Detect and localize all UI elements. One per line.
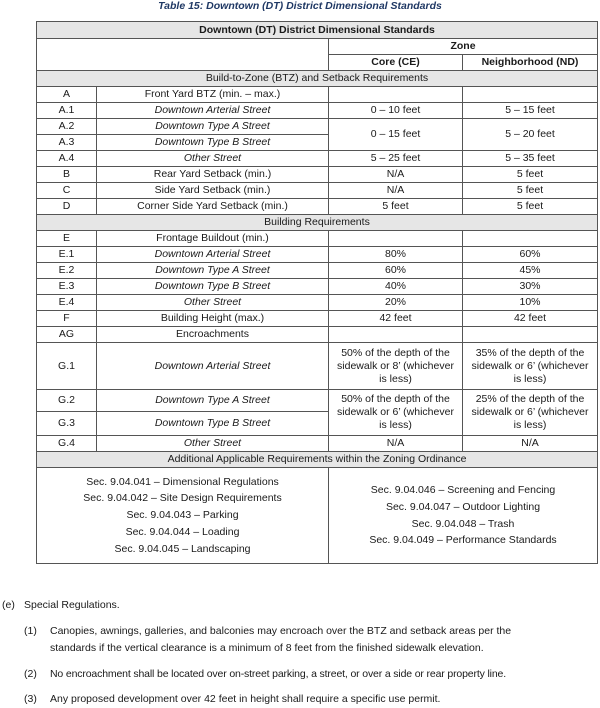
table-row (37, 327, 598, 343)
section-reference: Sec. 9.04.043 – Parking (126, 509, 239, 522)
row-code: E.4 (37, 295, 97, 311)
list-item: Canopies, awnings, galleries, and balconies may encroach over the BTZ and setback areas per the (50, 625, 512, 637)
row-code: A.4 (37, 151, 97, 167)
neighborhood-value: 5 feet (463, 199, 598, 215)
list-item-continuation: standards if the vertical clearance is a minimum of 8 feet from the finished sidewalk elevation. (50, 642, 484, 654)
section-reference: Sec. 9.04.044 – Loading (125, 525, 240, 538)
blank-header-cell (37, 39, 329, 71)
table-row (37, 279, 598, 295)
row-code: A.2 (37, 119, 97, 135)
core-value: 20% (329, 295, 463, 311)
table-row (37, 295, 598, 311)
section-marker: (e) (2, 599, 15, 611)
row-code: E (37, 231, 97, 247)
neighborhood-value: 60% (463, 247, 598, 263)
table-row (37, 119, 598, 135)
core-value: N/A (329, 167, 463, 183)
neighborhood-value: 30% (463, 279, 598, 295)
table-row (37, 343, 598, 390)
neighborhood-value: 35% of the depth of the sidewalk or 6’ (whichever is less) (463, 343, 598, 390)
neighborhood-value: 5 – 15 feet (463, 103, 598, 119)
row-label: Downtown Type A Street (97, 390, 329, 412)
table-row (37, 103, 598, 119)
core-value: 50% of the depth of the sidewalk or 6’ (whichever is less) (329, 390, 463, 436)
additional-requirements-left (37, 468, 329, 564)
list-item-number: (1) (24, 625, 37, 637)
core-value: 0 – 15 feet (329, 119, 463, 151)
row-code: G.4 (37, 436, 97, 452)
section-reference: Sec. 9.04.046 – Screening and Fencing (370, 483, 556, 496)
row-label: Downtown Arterial Street (97, 343, 329, 390)
row-label: Downtown Type B Street (97, 279, 329, 295)
row-label: Downtown Type B Street (97, 135, 329, 151)
table-row (37, 436, 598, 452)
table-row (37, 151, 598, 167)
row-code: G.1 (37, 343, 97, 390)
row-label: Downtown Arterial Street (97, 247, 329, 263)
section-header-additional: Additional Applicable Requirements within the Zoning Ordinance (37, 452, 598, 468)
row-label: Frontage Buildout (min.) (97, 231, 329, 247)
row-code: AG (37, 327, 97, 343)
neighborhood-value: 45% (463, 263, 598, 279)
row-label: Downtown Type A Street (97, 263, 329, 279)
row-code: B (37, 167, 97, 183)
row-code: E.3 (37, 279, 97, 295)
row-label: Rear Yard Setback (min.) (97, 167, 329, 183)
neighborhood-value (463, 327, 598, 343)
core-value: 0 – 10 feet (329, 103, 463, 119)
row-code: C (37, 183, 97, 199)
table-row (37, 263, 598, 279)
table-row (37, 390, 598, 412)
core-value: 42 feet (329, 311, 463, 327)
row-code: E.2 (37, 263, 97, 279)
core-value: N/A (329, 436, 463, 452)
row-label: Corner Side Yard Setback (min.) (97, 199, 329, 215)
table-row (37, 247, 598, 263)
row-code: E.1 (37, 247, 97, 263)
row-label: Other Street (97, 151, 329, 167)
section-header-building: Building Requirements (37, 215, 598, 231)
core-value (329, 87, 463, 103)
neighborhood-value: 5 feet (463, 183, 598, 199)
section-reference: Sec. 9.04.047 – Outdoor Lighting (385, 500, 541, 513)
table-row (37, 199, 598, 215)
neighborhood-value: 10% (463, 295, 598, 311)
core-column-header: Core (CE) (329, 55, 463, 71)
table-row (37, 311, 598, 327)
core-value: 5 – 25 feet (329, 151, 463, 167)
section-reference: Sec. 9.04.045 – Landscaping (114, 542, 251, 555)
section-reference: Sec. 9.04.049 – Performance Standards (369, 534, 557, 547)
row-label: Downtown Type A Street (97, 119, 329, 135)
row-label: Front Yard BTZ (min. – max.) (97, 87, 329, 103)
core-value: 40% (329, 279, 463, 295)
core-value (329, 231, 463, 247)
row-label: Building Height (max.) (97, 311, 329, 327)
section-reference: Sec. 9.04.042 – Site Design Requirements (83, 492, 282, 505)
neighborhood-value: N/A (463, 436, 598, 452)
table-row (37, 231, 598, 247)
section-reference: Sec. 9.04.048 – Trash (411, 517, 515, 530)
table-row (37, 167, 598, 183)
row-label: Downtown Arterial Street (97, 103, 329, 119)
zone-header: Zone (329, 39, 598, 55)
neighborhood-value: 5 – 20 feet (463, 119, 598, 151)
row-code: G.3 (37, 412, 97, 436)
neighborhood-value: 42 feet (463, 311, 598, 327)
row-label: Side Yard Setback (min.) (97, 183, 329, 199)
core-value: 60% (329, 263, 463, 279)
row-code: F (37, 311, 97, 327)
core-value: 5 feet (329, 199, 463, 215)
additional-requirements-right (329, 468, 598, 564)
neighborhood-value: 5 – 35 feet (463, 151, 598, 167)
row-label: Downtown Type B Street (97, 412, 329, 436)
neighborhood-column-header: Neighborhood (ND) (463, 55, 598, 71)
table-row (37, 183, 598, 199)
core-value: N/A (329, 183, 463, 199)
row-label: Encroachments (97, 327, 329, 343)
core-value: 50% of the depth of the sidewalk or 8’ (whichever is less) (329, 343, 463, 390)
neighborhood-value: 5 feet (463, 167, 598, 183)
section-header-btz: Build-to-Zone (BTZ) and Setback Requirements (37, 71, 598, 87)
row-label: Other Street (97, 295, 329, 311)
row-code: A.1 (37, 103, 97, 119)
neighborhood-value (463, 231, 598, 247)
dimensional-standards-table (36, 21, 598, 564)
neighborhood-value: 25% of the depth of the sidewalk or 6’ (whichever is less) (463, 390, 598, 436)
table-caption: Table 15: Downtown (DT) District Dimensional Standards (158, 0, 442, 12)
row-code: A.3 (37, 135, 97, 151)
core-value: 80% (329, 247, 463, 263)
list-item-number: (2) (24, 668, 37, 680)
list-item: No encroachment shall be located over on-street parking, a street, or over a side or rear property line. (50, 668, 506, 680)
list-item: Any proposed development over 42 feet in height shall require a specific use permit. (50, 693, 441, 705)
row-code: G.2 (37, 390, 97, 412)
table-row (37, 87, 598, 103)
core-value (329, 327, 463, 343)
neighborhood-value (463, 87, 598, 103)
row-code: A (37, 87, 97, 103)
special-regulations-heading: Special Regulations. (24, 599, 120, 611)
section-reference: Sec. 9.04.041 – Dimensional Regulations (86, 475, 279, 488)
list-item-number: (3) (24, 693, 37, 705)
row-label: Other Street (97, 436, 329, 452)
table-title: Downtown (DT) District Dimensional Standards (37, 22, 598, 39)
row-code: D (37, 199, 97, 215)
